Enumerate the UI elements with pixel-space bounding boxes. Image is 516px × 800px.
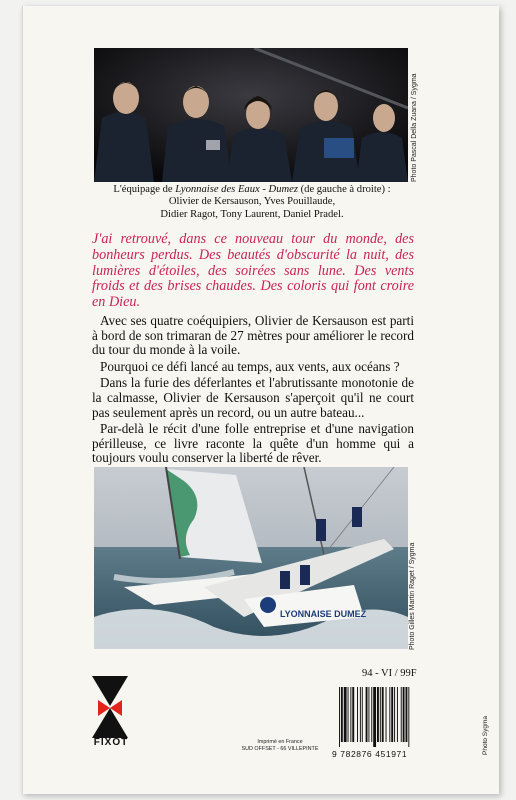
barcode-bar [377,687,379,742]
pull-quote: J'ai retrouvé, dans ce nouveau tour du monde, des bonheurs perdus. Des beautés d'obscurité la nuit, des lumières d'étoiles, des soirées sans lune. Des vents froids et des brises chaudes. Des coloris qui font croire en Dieu. [92,231,414,311]
barcode-bar [362,687,363,742]
caption-line3: Didier Ragot, Tony Laurent, Daniel Pradel. [160,208,344,220]
barcode-bar [403,687,405,742]
caption-boat-name: Lyonnaise des Eaux - Dumez [175,184,298,195]
isbn-barcode [338,687,436,747]
barcode-bar [408,687,409,747]
barcode-bar [339,687,340,747]
barcode-bar [348,687,349,742]
fixot-logo [92,676,128,742]
crew-photo-image [94,48,408,182]
barcode-bar [401,687,402,742]
barcode-bar [360,687,361,742]
barcode-bar [391,687,393,742]
bottom-photo-credit: Photo Gilles Martin Raget / Sygma [409,542,416,650]
barcode-bar [382,687,384,742]
trimaran-photo-image [94,467,408,649]
blurb-paragraph: Par-delà le récit d'une folle entreprise et d'une navigation périlleuse, ce livre raconte la quête d'un homme qui a toujours voulu conserver la liberté de rêver. [92,421,414,466]
barcode-bar [380,687,381,742]
barcode-bar [357,687,358,742]
printer-line1: Imprimé en France [257,739,303,745]
barcode-bar [366,687,368,742]
printer-line2: SUD OFFSET - 66 VILLEPINTE [241,746,319,752]
trimaran-photo [94,467,408,649]
barcode-bar [386,687,387,742]
isbn-number: 9 782876 451971 [332,749,408,759]
blurb-paragraph: Pourquoi ce défi lancé au temps, aux vents, aux océans ? [100,358,400,374]
top-photo-credit: Photo Pascal Della Zuana / Sygma [411,73,418,182]
caption-line2: Olivier de Kersauson, Yves Pouillaude, [168,196,336,208]
barcode-bar [406,687,408,742]
hull-lettering: LYONNAISE DUMEZ [280,609,367,619]
barcode-bar [344,687,347,742]
barcode-bar [397,687,398,742]
printer-info [220,739,340,753]
cover-photo-credit: Photo Sygma [482,715,489,755]
barcode-bar [341,687,343,742]
photo-caption [92,184,412,221]
blurb-paragraph: Dans la furie des déferlantes et l'abrutissante monotonie de la calmasse, Olivier de Kersauson s'aperçoit qu'il ne court pas seulement après un record, ou un autre bateau... [92,375,414,420]
publisher-name: FIXOT [93,737,129,748]
barcode-bar [371,687,372,742]
barcode-bar [389,687,390,742]
crew-photo [94,48,408,182]
barcode-bar [368,687,369,742]
caption-line1-prefix: L'équipage de [113,184,176,195]
barcode-bar [373,687,376,747]
barcode-bar [350,687,351,742]
barcode-bar [352,687,354,742]
caption-line1-suffix: (de gauche à droite) : [297,184,391,195]
blurb [92,314,414,468]
barcode-bar [394,687,395,742]
price-code: 94 - VI / 99F [362,668,417,679]
blurb-paragraph: Avec ses quatre coéquipiers, Olivier de Kersauson est parti à bord de son trimaran de 27 mètres pour améliorer le record du tour du monde à la voile. [92,313,414,358]
